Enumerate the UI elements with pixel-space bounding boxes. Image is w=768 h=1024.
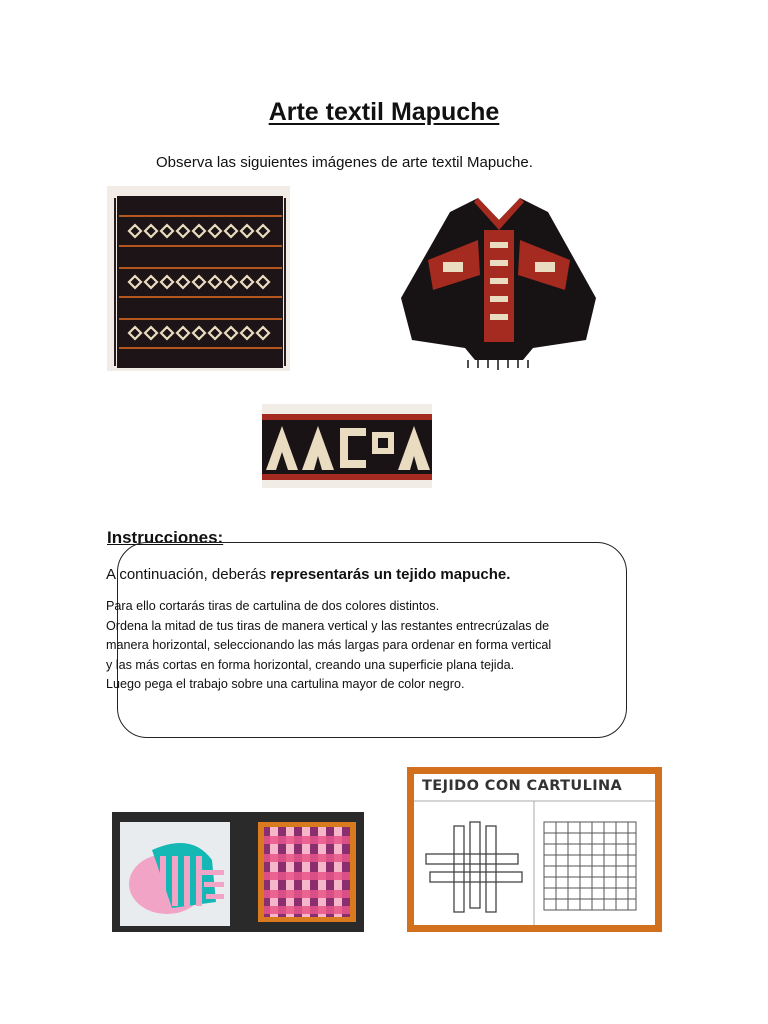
page-subtitle: Observa las siguientes imágenes de arte textil Mapuche. — [156, 154, 533, 171]
page-title: Arte textil Mapuche — [268, 98, 500, 126]
textile-stripes-image — [107, 186, 290, 371]
instructions-heading: Instrucciones: — [107, 528, 224, 547]
step-line: Ordena la mitad de tus tiras de manera vertical y las restantes entrecrúzalas de — [106, 618, 550, 633]
weaving-diagram — [407, 767, 662, 932]
diagram-lines — [414, 774, 655, 925]
step-line: y las más cortas en forma horizontal, creando una superficie plana tejida. — [106, 657, 515, 672]
step-line: manera horizontal, seleccionando las más largas para ordenar en forma vertical — [106, 638, 552, 652]
intro-text: A continuación, deberás — [106, 566, 271, 583]
poncho-image — [398, 190, 600, 372]
instructions-steps — [106, 597, 606, 695]
woven-band-image — [262, 404, 432, 488]
intro-bold-text: representarás un tejido mapuche. — [270, 566, 511, 583]
step-line: Luego pega el trabajo sobre una cartulina mayor de color negro. — [106, 677, 465, 691]
instructions-intro — [106, 566, 510, 583]
paper-weaving-photos — [112, 812, 364, 932]
step-line: Para ello cortarás tiras de cartulina de dos colores distintos. — [106, 599, 440, 613]
diagram-caption: TEJIDO CON CARTULINA — [422, 778, 623, 794]
